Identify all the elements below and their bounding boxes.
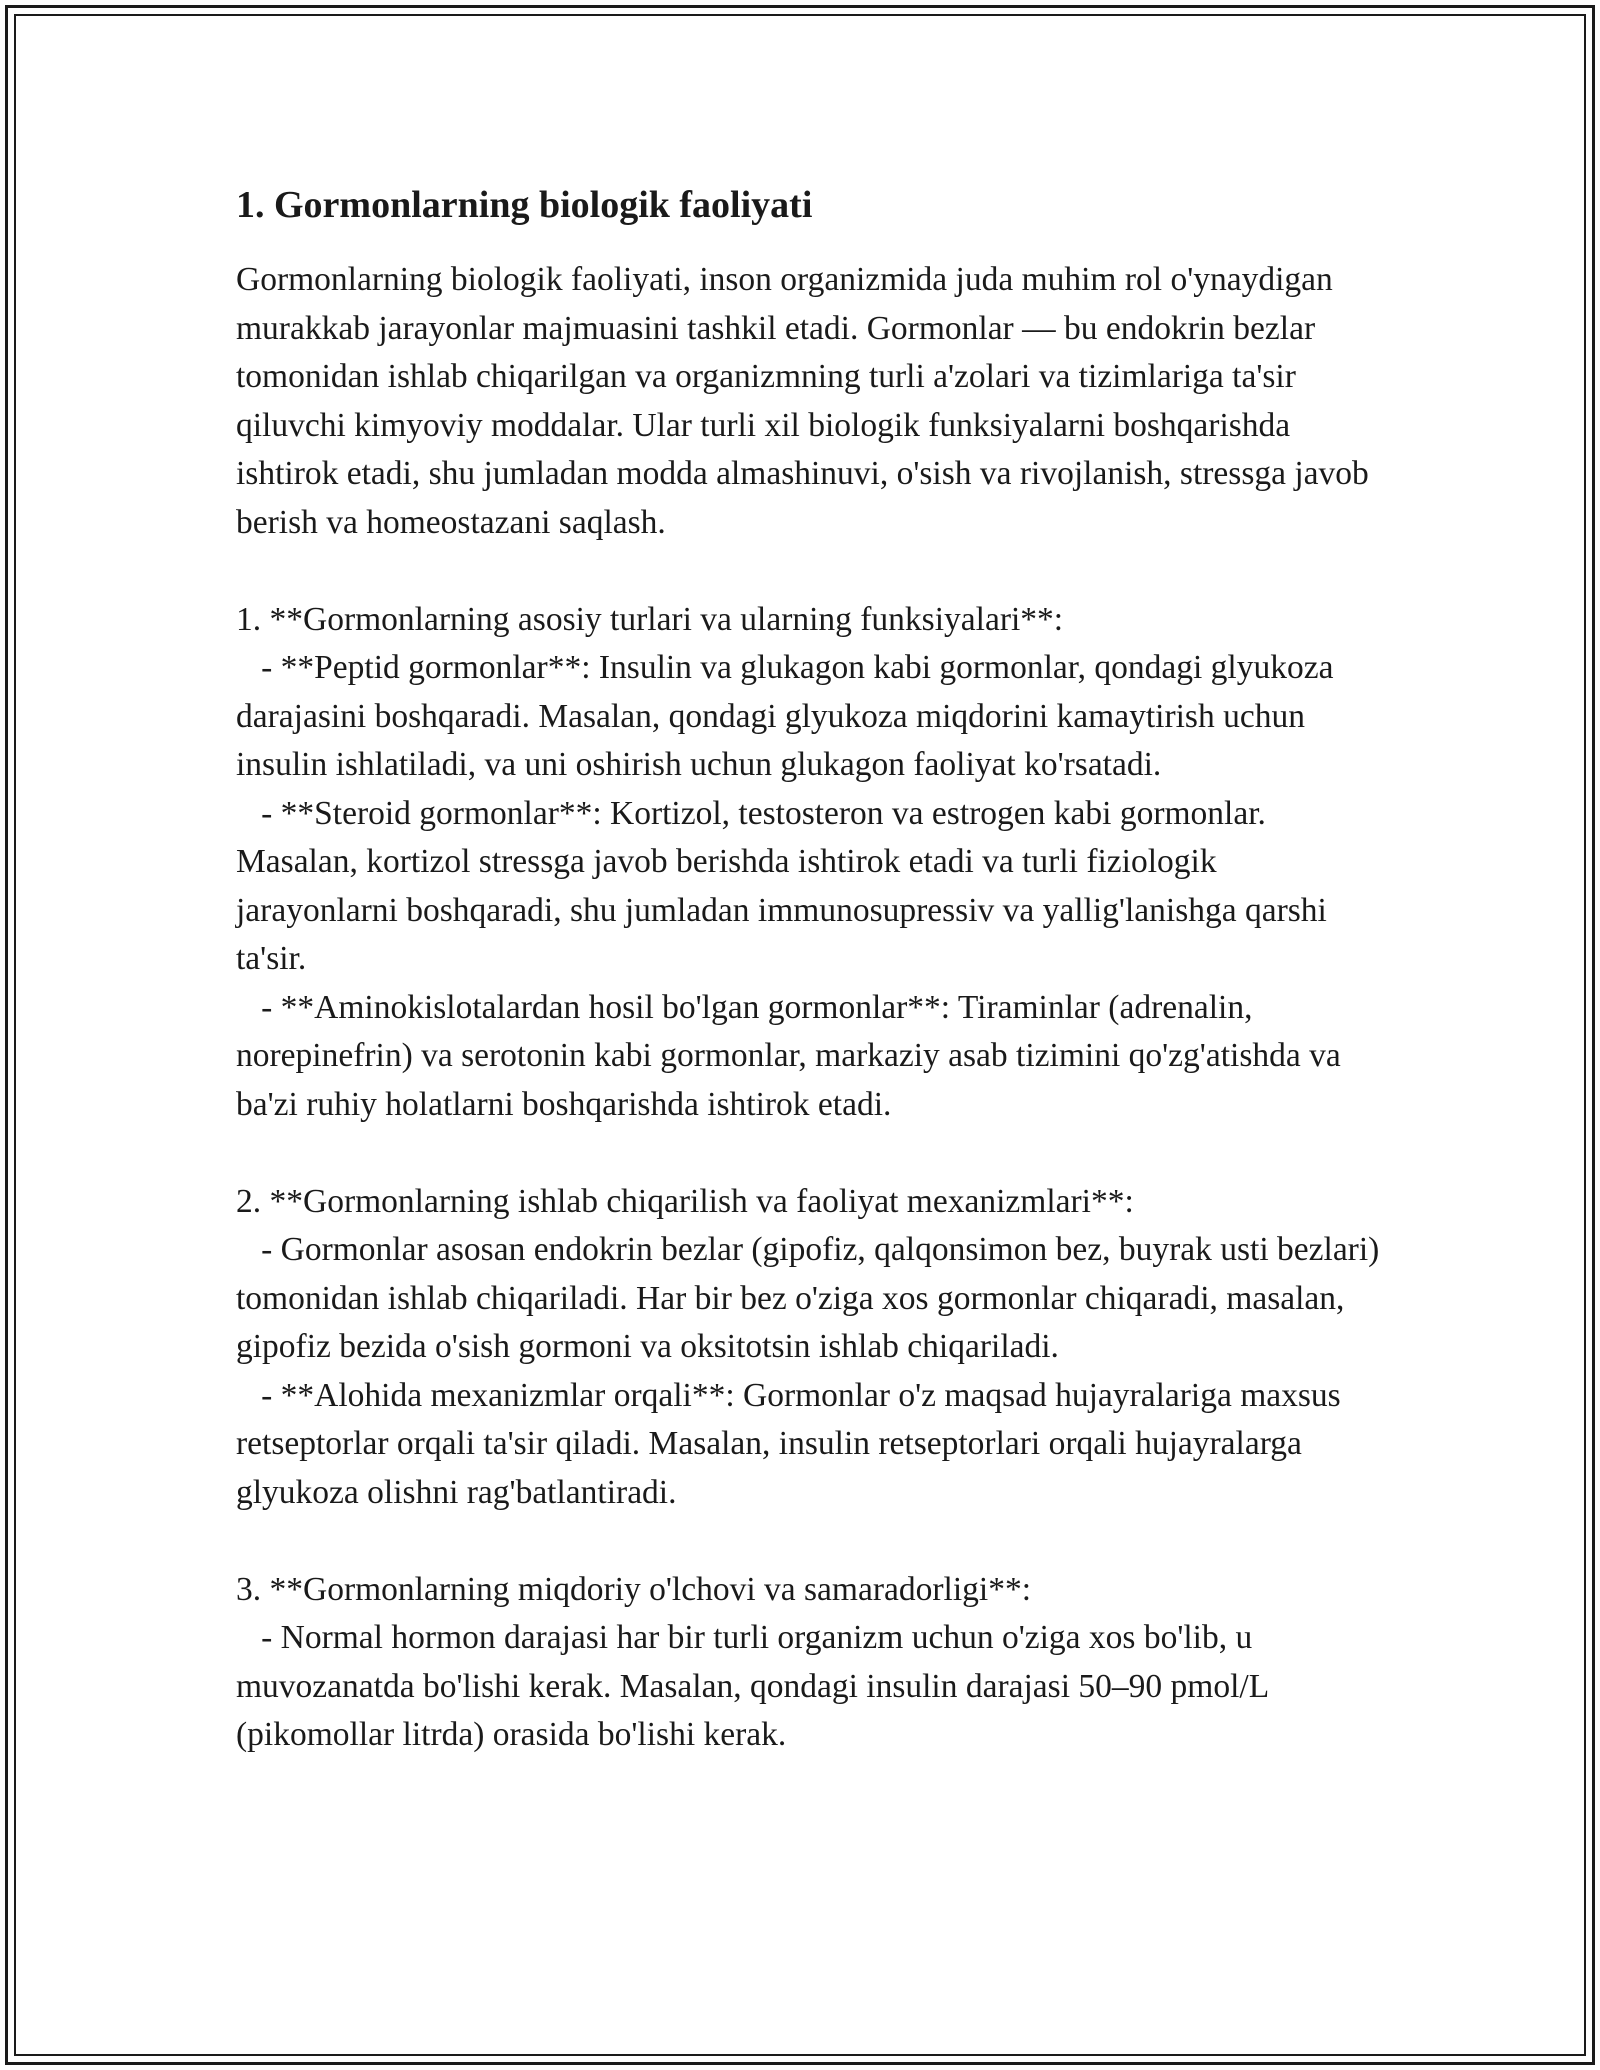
section-1-item-peptide: - **Peptid gormonlar**: Insulin va glukagon kabi gormonlar, qondagi glyukoza darajasini boshqaradi. Masalan, qondagi glyukoza miqdorini kamaytirish uchun insulin ishlatiladi, va uni oshirish uchun glukagon faoliyat ko'rsatadi. [236, 649, 1342, 783]
section-3-title: 3. **Gormonlarning miqdoriy o'lchovi va samaradorligi**: [236, 1570, 1032, 1608]
document-page [236, 180, 1386, 1760]
section-2-item-mechanisms: - **Alohida mexanizmlar orqali**: Gormonlar o'z maqsad hujayralariga maxsus retseptorlar orqali ta'sir qiladi. Masalan, insulin retseptorlari orqali hujayralarga glyukoza olishni rag'batlantiradi. [236, 1376, 1350, 1511]
section-1-title: 1. **Gormonlarning asosiy turlari va ularning funksiyalari**: [236, 600, 1064, 638]
blank-line [236, 1517, 1386, 1566]
section-1-item-amino: - **Aminokislotalardan hosil bo'lgan gormonlar**: Tiraminlar (adrenalin, norepinefrin) va serotonin kabi gormonlar, markaziy asab tizimini qo'zg'atishda va ba'zi ruhiy holatlarni boshqarishda ishtirok etadi. [236, 988, 1350, 1123]
section-1-item-steroid: - **Steroid gormonlar**: Kortizol, testosteron va estrogen kabi gormonlar. Masalan, kortizol stressga javob berishda ishtirok etadi va turli fiziologik jarayonlarni boshqaradi, shu jumladan immunosupressiv va yallig'lanishga qarshi ta'sir. [236, 794, 1336, 977]
document-heading: 1. Gormonlarning biologik faoliyati [236, 184, 813, 226]
blank-line [236, 547, 1386, 596]
section-2-item-glands: - Gormonlar asosan endokrin bezlar (gipofiz, qalqonsimon bez, buyrak usti bezlari) tomonidan ishlab chiqariladi. Har bir bez o'ziga xos gormonlar chiqaradi, masalan, gipofiz bezida o'sish gormoni va oksitotsin ishlab chiqariladi. [236, 1231, 1388, 1365]
intro-paragraph: Gormonlarning biologik faoliyati, inson organizmida juda muhim rol o'ynaydigan murakkab jarayonlar majmuasini tashkil etadi. Gormonlar — bu endokrin bezlar tomonidan ishlab chiqarilgan va organizmning turli a'zolari va tizimlariga ta'sir qiluvchi kimyoviy moddalar. Ular turli xil biologik funksiyalarni boshqarishda ishtirok etadi, shu jumladan modda almashinuvi, o'sish va rivojlanish, stressga javob berish va homeostazani saqlash. [236, 261, 1378, 541]
section-2-title: 2. **Gormonlarning ishlab chiqarilish va faoliyat mexanizmlari**: [236, 1182, 1134, 1220]
section-3-item-levels: - Normal hormon darajasi har bir turli organizm uchun o'ziga xos bo'lib, u muvozanatda bo'lishi kerak. Masalan, qondagi insulin darajasi 50–90 pmol/L (pikomollar litrda) orasida bo'lishi kerak. [236, 1619, 1277, 1753]
blank-line [236, 1129, 1386, 1178]
